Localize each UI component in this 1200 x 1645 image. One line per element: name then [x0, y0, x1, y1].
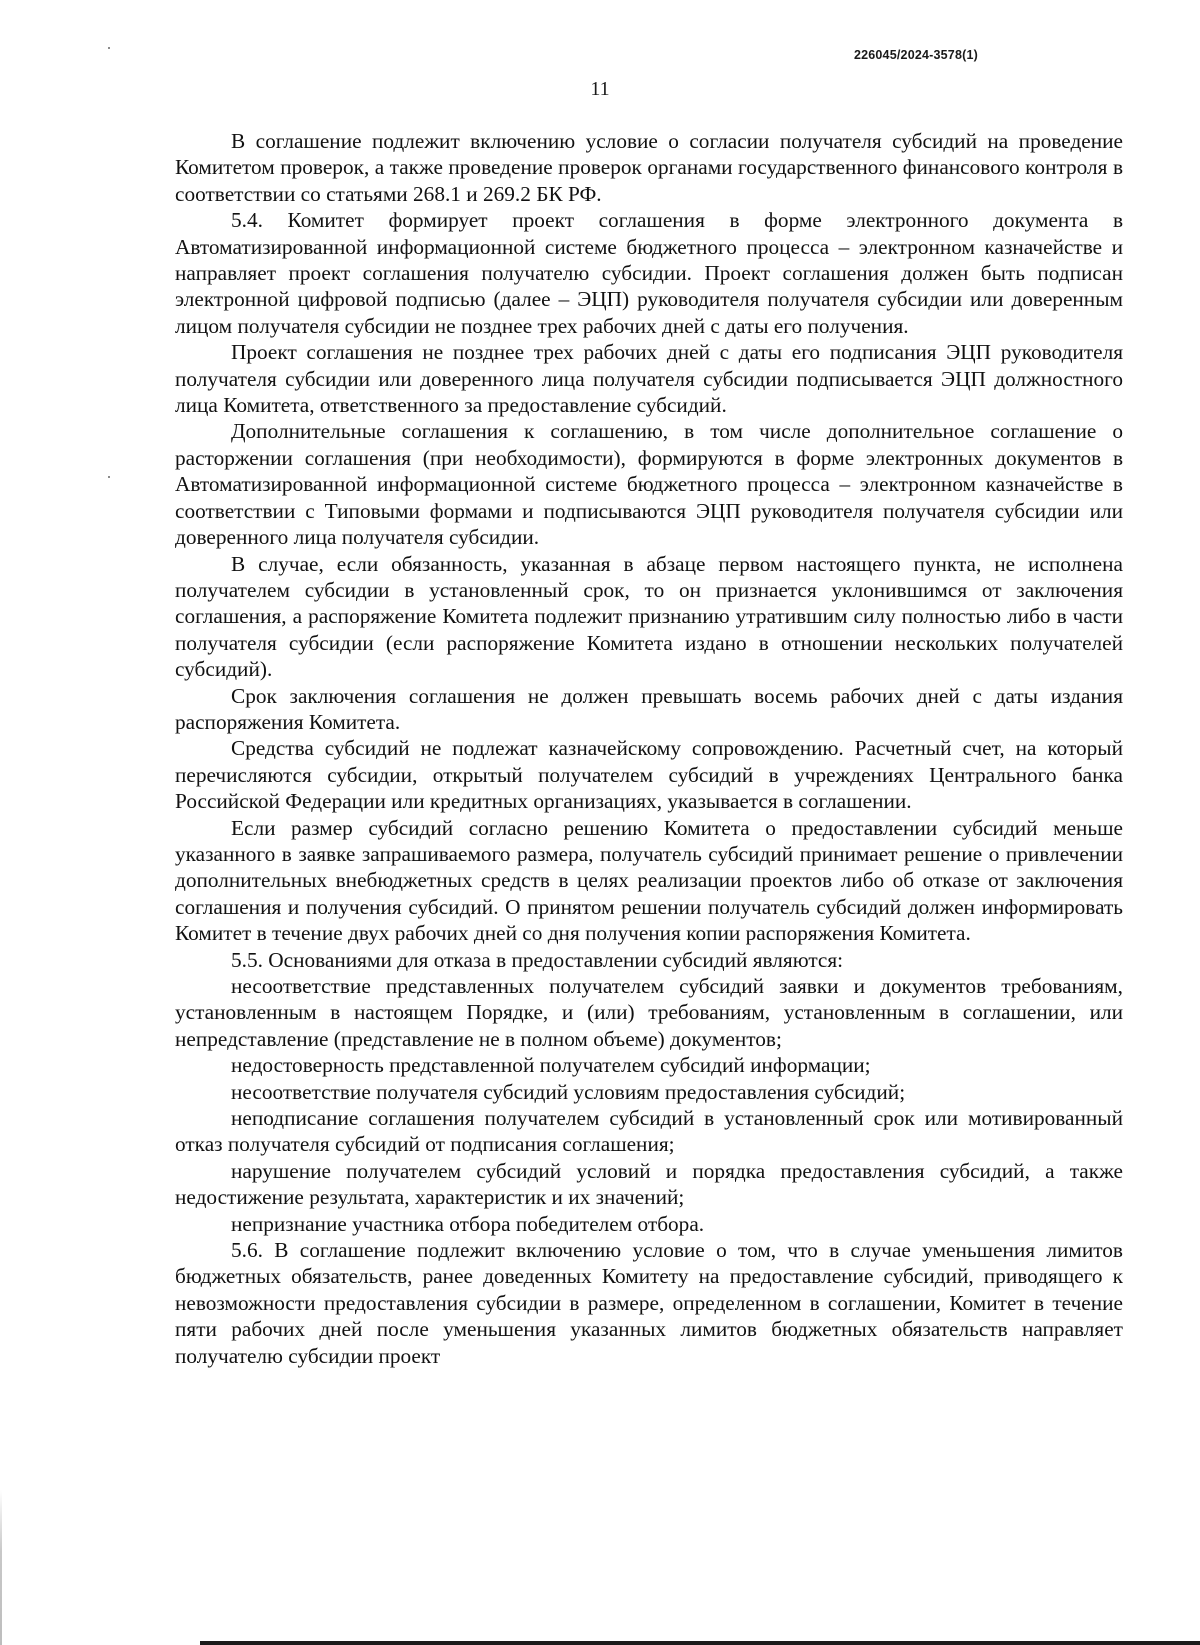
scan-edge-bottom: [200, 1641, 1200, 1645]
document-body: [175, 128, 1123, 1369]
paragraph: несоответствие получателя субсидий условиям предоставления субсидий;: [231, 1079, 906, 1104]
scan-edge-left: [0, 1490, 2, 1645]
paragraph: недостоверность представленной получателем субсидий информации;: [231, 1053, 871, 1078]
paragraph: 5.6. В соглашение подлежит включению условие о том, что в случае уменьшения лимитов бюджетных обязательств, ранее доведенных Комитету на предоставление субсидий, приводящего к невозможности предоставления субсидии в размере, определенном в соглашении, Комитет в течение пяти рабочих дней после уменьшения указанных лимитов бюджетных обязательств направляет получателю субсидии проект: [175, 1238, 1123, 1368]
paragraph: Срок заключения соглашения не должен превышать восемь рабочих дней с даты издания распоряжения Комитета.: [175, 683, 1123, 734]
paragraph: нарушение получателем субсидий условий и порядка предоставления субсидий, а также недостижение результата, характеристик и их значений;: [175, 1158, 1123, 1210]
paragraph: В случае, если обязанность, указанная в абзаце первом настоящего пункта, не исполнена получателем субсидии в установленный срок, то он признается уклонившимся от заключения соглашения, а распоряжение Комитета подлежит признанию утратившим силу полностью либо в части получателя субсидии (если распоряжение Комитета издано в отношении нескольких получателей субсидий).: [175, 551, 1123, 682]
paragraph: Средства субсидий не подлежат казначейскому сопровождению. Расчетный счет, на который перечисляются субсидии, открытый получателем субсидий в учреждениях Центрального банка Российской Федерации или кредитных организациях, указывается в соглашении.: [175, 736, 1123, 814]
paragraph: Проект соглашения не позднее трех рабочих дней с даты его подписания ЭЦП руководителя получателя субсидии или доверенного лица получателя субсидии подписывается ЭЦП должностного лица Комитета, ответственного за предоставление субсидий.: [175, 340, 1123, 418]
scan-speck: [108, 476, 110, 478]
paragraph: Дополнительные соглашения к соглашению, в том числе дополнительное соглашение о расторжении соглашения (при необходимости), формируются в форме электронных документов в Автоматизированной информационной системе бюджетного процесса – электронном казначействе в соответствии с Типовыми формами и подписываются ЭЦП руководителя получателя субсидии или доверенного лица получателя субсидии.: [175, 419, 1123, 550]
paragraph: В соглашение подлежит включению условие о согласии получателя субсидий на проведение Комитетом проверок, а также проведение проверок органами государственного финансового контроля в соответствии со статьями 268.1 и 269.2 БК РФ.: [175, 129, 1123, 206]
page-number: 11: [590, 78, 610, 100]
paragraph: непризнание участника отбора победителем отбора.: [231, 1211, 705, 1236]
paragraph: Если размер субсидий согласно решению Комитета о предоставлении субсидий меньше указанного в заявке запрашиваемого размера, получатель субсидий принимает решение о привлечении дополнительных внебюджетных средств в целях реализации проектов либо об отказе от заключения соглашения и получения субсидий. О принятом решении получатель субсидий должен информировать Комитет в течение двух рабочих дней со дня получения копии распоряжения Комитета.: [175, 815, 1123, 946]
paragraph: 5.5. Основаниями для отказа в предоставлении субсидий являются:: [231, 947, 844, 972]
scan-speck: [108, 47, 110, 49]
paragraph: несоответствие представленных получателем субсидий заявки и документов требованиям, установленным в настоящем Порядке, и (или) требованиям, установленным в соглашении, или непредставление (представление не в полном объеме) документов;: [175, 974, 1123, 1051]
paragraph: 5.4. Комитет формирует проект соглашения в форме электронного документа в Автоматизированной информационной системе бюджетного процесса – электронном казначействе и направляет проект соглашения получателю субсидии. Проект соглашения должен быть подписан электронной цифровой подписью (далее – ЭЦП) руководителя получателя субсидии или доверенным лицом получателя субсидии не позднее трех рабочих дней с даты его получения.: [175, 208, 1123, 338]
paragraph: неподписание соглашения получателем субсидий в установленный срок или мотивированный отказ получателя субсидий от подписания соглашения;: [175, 1106, 1123, 1157]
document-registration-number: 226045/2024-3578(1): [853, 48, 978, 62]
